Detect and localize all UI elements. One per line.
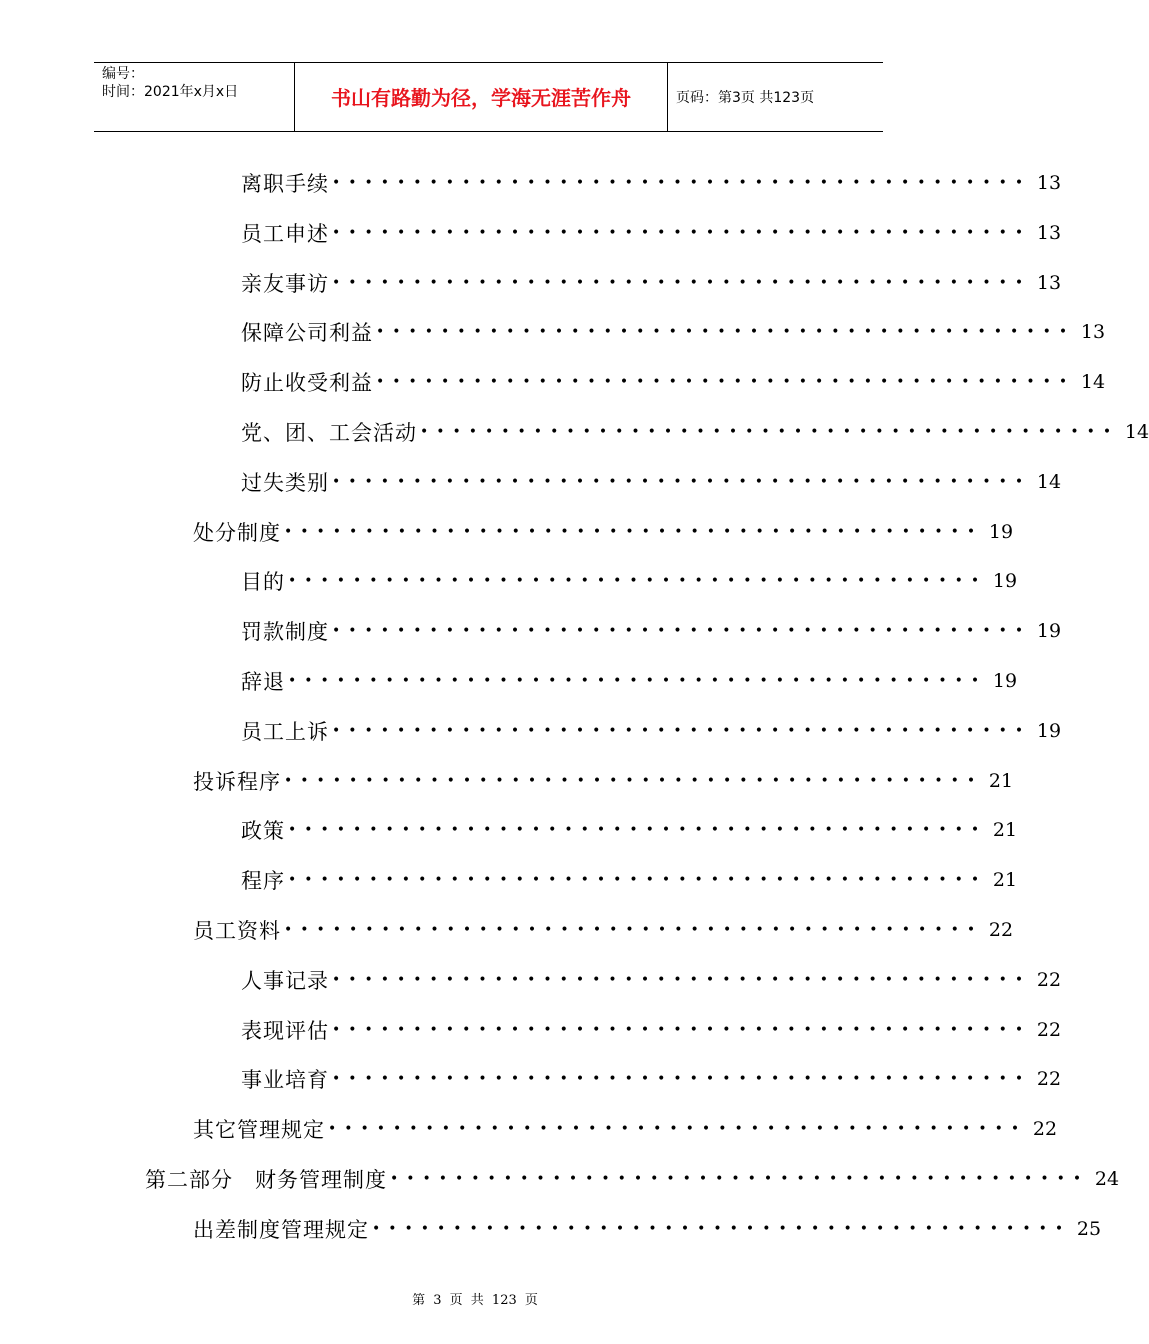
toc-entry-title: 事业培育	[241, 1068, 329, 1092]
toc-entry-title: 亲友事访	[241, 272, 329, 296]
toc-entry-title: 罚款制度	[241, 620, 329, 644]
page-footer: 第 3 页 共 123 页	[412, 1293, 538, 1308]
toc-entry-page-number: 22	[1036, 1019, 1062, 1041]
toc-entry-page-number: 22	[1032, 1118, 1058, 1140]
toc-entry[interactable]	[241, 865, 1018, 895]
toc-entry-title: 员工资料	[193, 919, 281, 943]
toc-entry[interactable]	[241, 417, 1149, 447]
header-time-label: 时间：2021年x月x日	[102, 84, 239, 100]
toc-entry[interactable]	[241, 616, 1062, 646]
toc-entry-page-number: 25	[1076, 1218, 1102, 1240]
toc-entry-title: 离职手续	[241, 172, 329, 196]
toc-dot-leader: •••••••••••••••••••••••••••••••••••••••••••	[332, 972, 1032, 988]
toc-dot-leader: •••••••••••••••••••••••••••••••••••••••••••	[332, 623, 1032, 639]
toc-entry-page-number: 14	[1124, 421, 1149, 443]
toc-entry-title: 党、团、工会活动	[241, 421, 417, 445]
toc-dot-leader: •••••••••••••••••••••••••••••••••••••••••••	[288, 573, 988, 589]
toc-entry-page-number: 14	[1036, 471, 1062, 493]
toc-dot-leader: •••••••••••••••••••••••••••••••••••••••••••	[390, 1171, 1090, 1187]
toc-entry[interactable]	[241, 815, 1018, 845]
toc-entry[interactable]	[193, 915, 1014, 945]
toc-entry-title: 员工申述	[241, 222, 329, 246]
toc-dot-leader: •••••••••••••••••••••••••••••••••••••••••••	[284, 922, 984, 938]
toc-dot-leader: •••••••••••••••••••••••••••••••••••••••••••	[328, 1121, 1028, 1137]
toc-entry-page-number: 24	[1094, 1168, 1120, 1190]
toc-entry-title: 过失类别	[241, 471, 329, 495]
toc-entry-page-number: 19	[988, 521, 1014, 543]
toc-dot-leader: •••••••••••••••••••••••••••••••••••••••••••	[288, 822, 988, 838]
toc-entry[interactable]	[241, 317, 1106, 347]
toc-entry-title: 辞退	[241, 670, 285, 694]
toc-entry-title: 其它管理规定	[193, 1118, 325, 1142]
toc-entry-title: 程序	[241, 869, 285, 893]
toc-dot-leader: •••••••••••••••••••••••••••••••••••••••••••	[332, 275, 1032, 291]
toc-dot-leader: •••••••••••••••••••••••••••••••••••••••••••	[372, 1221, 1072, 1237]
toc-dot-leader: •••••••••••••••••••••••••••••••••••••••••••	[332, 474, 1032, 490]
toc-entry[interactable]	[241, 566, 1018, 596]
toc-entry-title: 目的	[241, 570, 285, 594]
toc-entry[interactable]	[241, 1015, 1062, 1045]
toc-entry-page-number: 19	[1036, 720, 1062, 742]
toc-entry-page-number: 14	[1080, 371, 1106, 393]
toc-entry-page-number: 13	[1080, 321, 1106, 343]
toc-entry-title: 政策	[241, 819, 285, 843]
toc-entry-page-number: 21	[992, 869, 1018, 891]
toc-entry[interactable]	[193, 1214, 1102, 1244]
toc-entry-page-number: 13	[1036, 222, 1062, 244]
toc-entry-page-number: 13	[1036, 272, 1062, 294]
toc-entry[interactable]	[241, 268, 1062, 298]
toc-entry[interactable]	[241, 666, 1018, 696]
toc-entry[interactable]	[241, 168, 1062, 198]
toc-entry[interactable]	[241, 218, 1062, 248]
toc-entry-title: 保障公司利益	[241, 321, 373, 345]
toc-entry[interactable]	[241, 716, 1062, 746]
toc-dot-leader: •••••••••••••••••••••••••••••••••••••••••••	[332, 225, 1032, 241]
toc-entry-page-number: 22	[1036, 969, 1062, 991]
toc-entry-page-number: 22	[1036, 1068, 1062, 1090]
toc-entry[interactable]	[241, 965, 1062, 995]
toc-entry-page-number: 13	[1036, 172, 1062, 194]
toc-entry-title: 处分制度	[193, 521, 281, 545]
toc-dot-leader: •••••••••••••••••••••••••••••••••••••••••••	[332, 1071, 1032, 1087]
toc-entry-page-number: 21	[992, 819, 1018, 841]
toc-entry[interactable]	[241, 467, 1062, 497]
toc-entry-page-number: 22	[988, 919, 1014, 941]
toc-entry[interactable]	[241, 367, 1106, 397]
toc-entry[interactable]	[241, 1064, 1062, 1094]
toc-dot-leader: •••••••••••••••••••••••••••••••••••••••••••	[332, 1022, 1032, 1038]
toc-dot-leader: •••••••••••••••••••••••••••••••••••••••••••	[332, 175, 1032, 191]
toc-dot-leader: •••••••••••••••••••••••••••••••••••••••••••	[376, 324, 1076, 340]
toc-entry-title: 防止收受利益	[241, 371, 373, 395]
toc-entry-title: 表现评估	[241, 1019, 329, 1043]
toc-entry-page-number: 21	[988, 770, 1014, 792]
header-page-label: 页码：第3页 共123页	[676, 90, 815, 106]
toc-entry-page-number: 19	[1036, 620, 1062, 642]
toc-dot-leader: •••••••••••••••••••••••••••••••••••••••••••	[284, 773, 984, 789]
toc-dot-leader: •••••••••••••••••••••••••••••••••••••••••••	[288, 673, 988, 689]
toc-entry-title: 第二部分 财务管理制度	[145, 1168, 387, 1192]
header-motto: 书山有路勤为径，学海无涯苦作舟	[331, 86, 631, 110]
toc-dot-leader: •••••••••••••••••••••••••••••••••••••••••••	[284, 524, 984, 540]
toc-entry[interactable]	[193, 517, 1014, 547]
toc-dot-leader: •••••••••••••••••••••••••••••••••••••••••••	[376, 374, 1076, 390]
toc-entry-page-number: 19	[992, 570, 1018, 592]
header-number-label: 编号：	[102, 66, 144, 82]
toc-entry[interactable]	[145, 1164, 1120, 1194]
toc-entry-page-number: 19	[992, 670, 1018, 692]
toc-entry-title: 投诉程序	[193, 770, 281, 794]
toc-entry[interactable]	[193, 766, 1014, 796]
toc-entry-title: 人事记录	[241, 969, 329, 993]
toc-entry-title: 出差制度管理规定	[193, 1218, 369, 1242]
toc-dot-leader: •••••••••••••••••••••••••••••••••••••••••••	[420, 424, 1120, 440]
toc-dot-leader: •••••••••••••••••••••••••••••••••••••••••••	[288, 872, 988, 888]
toc-entry[interactable]	[193, 1114, 1058, 1144]
toc-dot-leader: •••••••••••••••••••••••••••••••••••••••••••	[332, 723, 1032, 739]
toc-entry-title: 员工上诉	[241, 720, 329, 744]
